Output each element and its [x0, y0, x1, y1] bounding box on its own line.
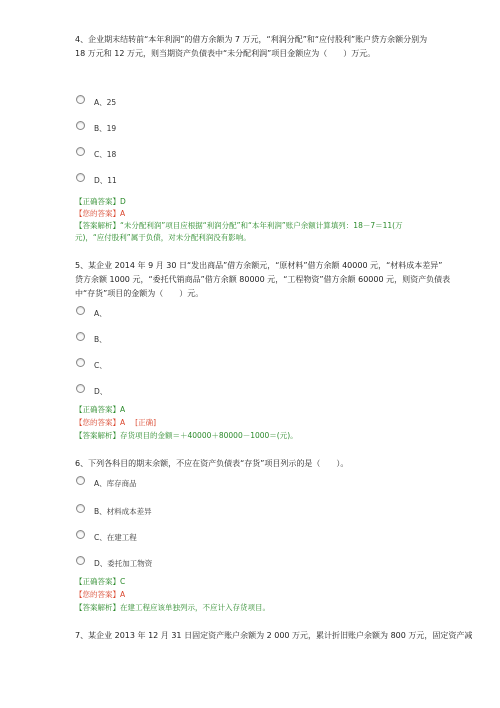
option-label: B、材料成本差异 — [94, 506, 152, 516]
question-7-line-1: 7、某企业 2013 年 12 月 31 日固定资产账户余额为 2 000 万元，累计折旧账户余额为 800 万元，固定资产减 — [75, 631, 473, 640]
option-label: C、 — [94, 360, 107, 370]
option-label: D、11 — [94, 175, 117, 185]
radio-button[interactable] — [76, 476, 85, 485]
question-4-option-a[interactable] — [76, 95, 116, 109]
option-label: A、库存商品 — [94, 478, 137, 488]
question-4-option-b[interactable] — [76, 121, 116, 135]
radio-button[interactable] — [76, 121, 85, 130]
radio-button[interactable] — [76, 384, 85, 393]
radio-button[interactable] — [76, 147, 85, 156]
question-6-option-b[interactable] — [76, 504, 152, 518]
option-label: D、委托加工物资 — [94, 558, 153, 568]
question-6-option-c[interactable] — [76, 530, 137, 544]
option-label: B、19 — [94, 123, 117, 133]
question-4-analysis: 【答案解析】“未分配利润”项目应根据“利润分配”和“本年利润”账户余额计算填列：18－7＝11(万 — [75, 221, 403, 230]
question-5-line-3: 中“存货”项目的金额为（ ）元。 — [75, 289, 204, 298]
radio-button[interactable] — [76, 306, 85, 315]
question-5-correct-answer: 【正确答案】A — [75, 405, 126, 414]
question-5-option-b[interactable] — [76, 332, 107, 346]
question-5-option-c[interactable] — [76, 358, 107, 372]
radio-button[interactable] — [76, 504, 85, 513]
question-5-line-2: 贷方余额 1000 元，“委托代销商品”借方余额 80000 元，“工程物资”借方余额 60000 元，则资产负债表 — [75, 275, 451, 284]
question-6-line-1: 6、下列各科目的期末余额，不应在资产负债表“存货”项目列示的是（ ）。 — [75, 459, 349, 468]
radio-button[interactable] — [76, 556, 85, 565]
question-6-option-a[interactable] — [76, 476, 137, 490]
question-4-option-c[interactable] — [76, 147, 116, 161]
radio-button[interactable] — [76, 358, 85, 367]
question-6-analysis: 【答案解析】在建工程应该单独列示，不应计入存货项目。 — [75, 603, 270, 612]
radio-button[interactable] — [76, 95, 85, 104]
question-4-option-d[interactable] — [76, 173, 117, 187]
question-4-your-answer: 【您的答案】A — [75, 209, 126, 218]
question-5-line-1: 5、某企业 2014 年 9 月 30 日“发出商品”借方余额元，“原材料”借方余额 40000 元，“材料成本差异” — [75, 261, 443, 270]
question-5-option-a[interactable] — [76, 306, 107, 320]
radio-button[interactable] — [76, 332, 85, 341]
option-label: B、 — [94, 334, 107, 344]
question-6-your-answer: 【您的答案】A — [75, 590, 126, 599]
option-label: D、 — [94, 386, 108, 396]
question-4-analysis-line-2: 元)，“应付股利”属于负债，对未分配利润没有影响。 — [75, 233, 251, 242]
question-4-correct-answer: 【正确答案】D — [75, 197, 126, 206]
option-label: C、在建工程 — [94, 532, 137, 542]
option-label: A、 — [94, 308, 107, 318]
question-6-correct-answer: 【正确答案】C — [75, 577, 126, 586]
question-6-option-d[interactable] — [76, 556, 152, 570]
question-4-line-2: 18 万元和 12 万元，则当期资产负债表中“未分配利润”项目金额应为（ ）万元。 — [75, 49, 376, 58]
question-5-your-answer: 【您的答案】A [正确] — [75, 418, 156, 427]
option-label: A、25 — [94, 97, 117, 107]
question-5-option-d[interactable] — [76, 384, 107, 398]
correct-mark: [正确] — [135, 418, 156, 427]
radio-button[interactable] — [76, 530, 85, 539]
question-5-analysis: 【答案解析】存货项目的金额＝＋40000＋80000－1000＝(元)。 — [75, 431, 298, 440]
option-label: C、18 — [94, 149, 117, 159]
question-4-line-1: 4、企业期末结转前“本年利润”的借方余额为 7 万元，“利润分配”和“应付股利”账户贷方余额分别为 — [75, 35, 428, 44]
radio-button[interactable] — [76, 173, 85, 182]
